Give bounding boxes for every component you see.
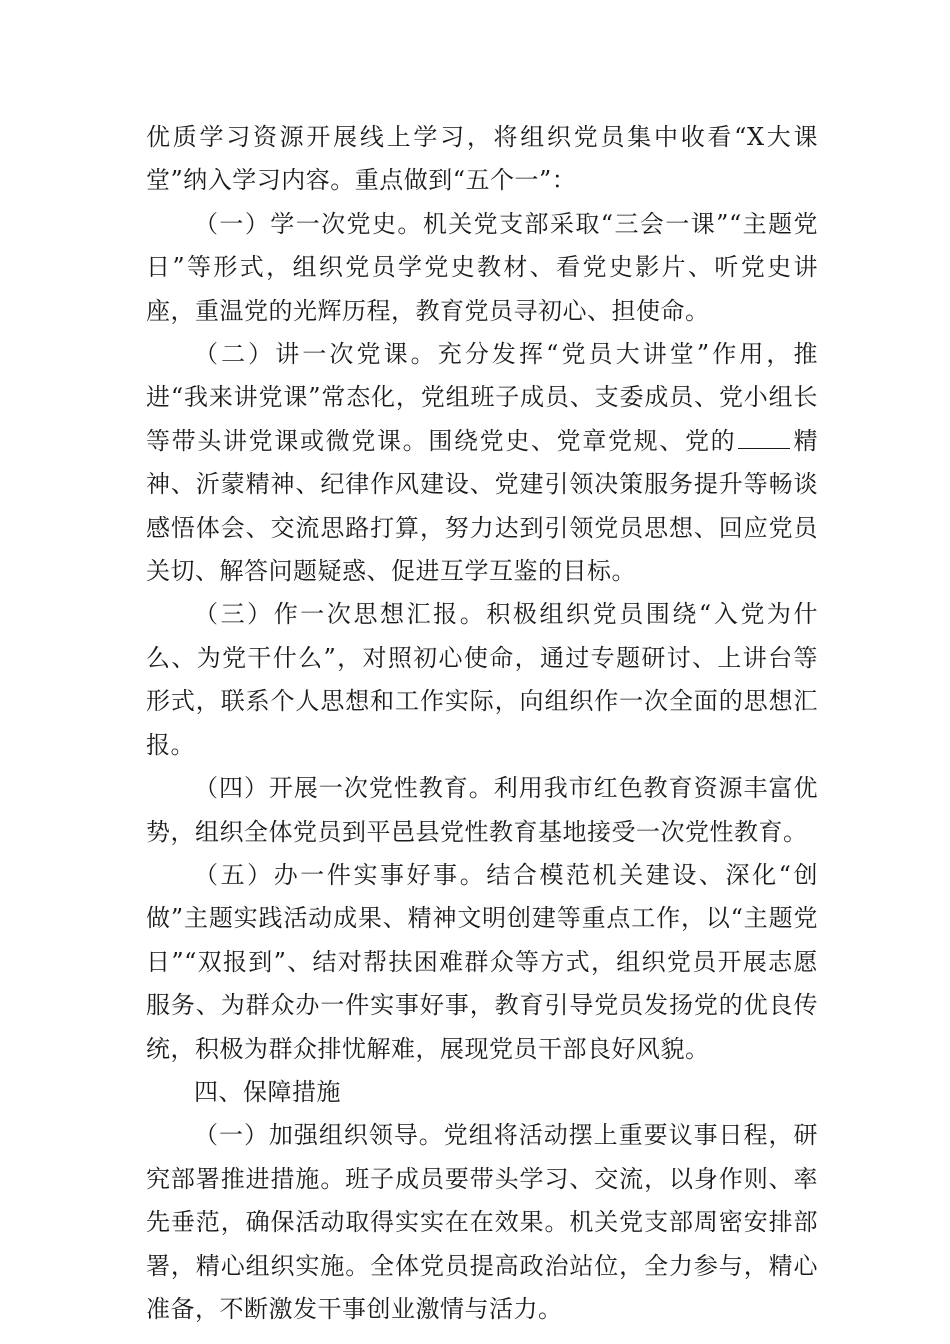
paragraph-study-party-history: （一）学一次党史。机关党支部采取“三会一课”“主题党日”等形式，组织党员学党史教材、看党史影片、听党史讲座，重温党的光辉历程，教育党员寻初心、担使命。 [146,209,818,325]
paragraph-thought-report: （三）作一次思想汇报。积极组织党员围绕“入党为什么、为党干什么”，对照初心使命，通过专题研讨、上讲台等形式，联系个人思想和工作实际，向组织作一次全面的思想汇报。 [146,600,818,759]
paragraph-strengthen-leadership: （一）加强组织领导。党组将活动摆上重要议事日程，研究部署推进措施。班子成员要带头学习、交流，以身作则、率先垂范，确保活动取得实实在在效果。机关党支部周密安排部署，精心组织实施。全体党员提高政治站位，全力参与，精心准备，不断激发干事创业激情与活力。 [146,1121,818,1323]
paragraph-party-lecture-part2: 精神、沂蒙精神、纪律作风建设、党建引领决策服务提升等畅谈感悟体会、交流思路打算，努力达到引领党员思想、回应党员关切、解答问题疑惑、促进互学互鉴的目标。 [146,426,819,586]
paragraph-practical-deeds: （五）办一件实事好事。结合模范机关建设、深化“创做”主题实践活动成果、精神文明创建等重点工作，以“主题党日”“双报到”、结对帮扶困难群众等方式，组织党员开展志愿服务、为群众办一件实事好事，教育引导党员发扬党的优良传统，积极为群众排忧解难，展现党员干部良好风貌。 [146,860,818,1063]
document-body [146,116,818,1331]
paragraph-intro: 优质学习资源开展线上学习，将组织党员集中收看“X大课堂”纳入学习内容。重点做到“五个一”： [146,123,818,195]
paragraph-party-spirit-education: （四）开展一次党性教育。利用我市红色教育资源丰富优势，组织全体党员到平邑县党性教育基地接受一次党性教育。 [146,774,818,846]
section-heading-safeguards: 四、保障措施 [194,1077,341,1106]
paragraph-party-lecture [146,333,818,593]
fill-in-blank [738,426,790,449]
paragraph-party-lecture-part1: （二）讲一次党课。充分发挥“党员大讲堂”作用，推进“我来讲党课”常态化，党组班子成员、支委成员、党小组长等带头讲党课或微党课。围绕党史、党章党规、党的 [146,340,818,455]
